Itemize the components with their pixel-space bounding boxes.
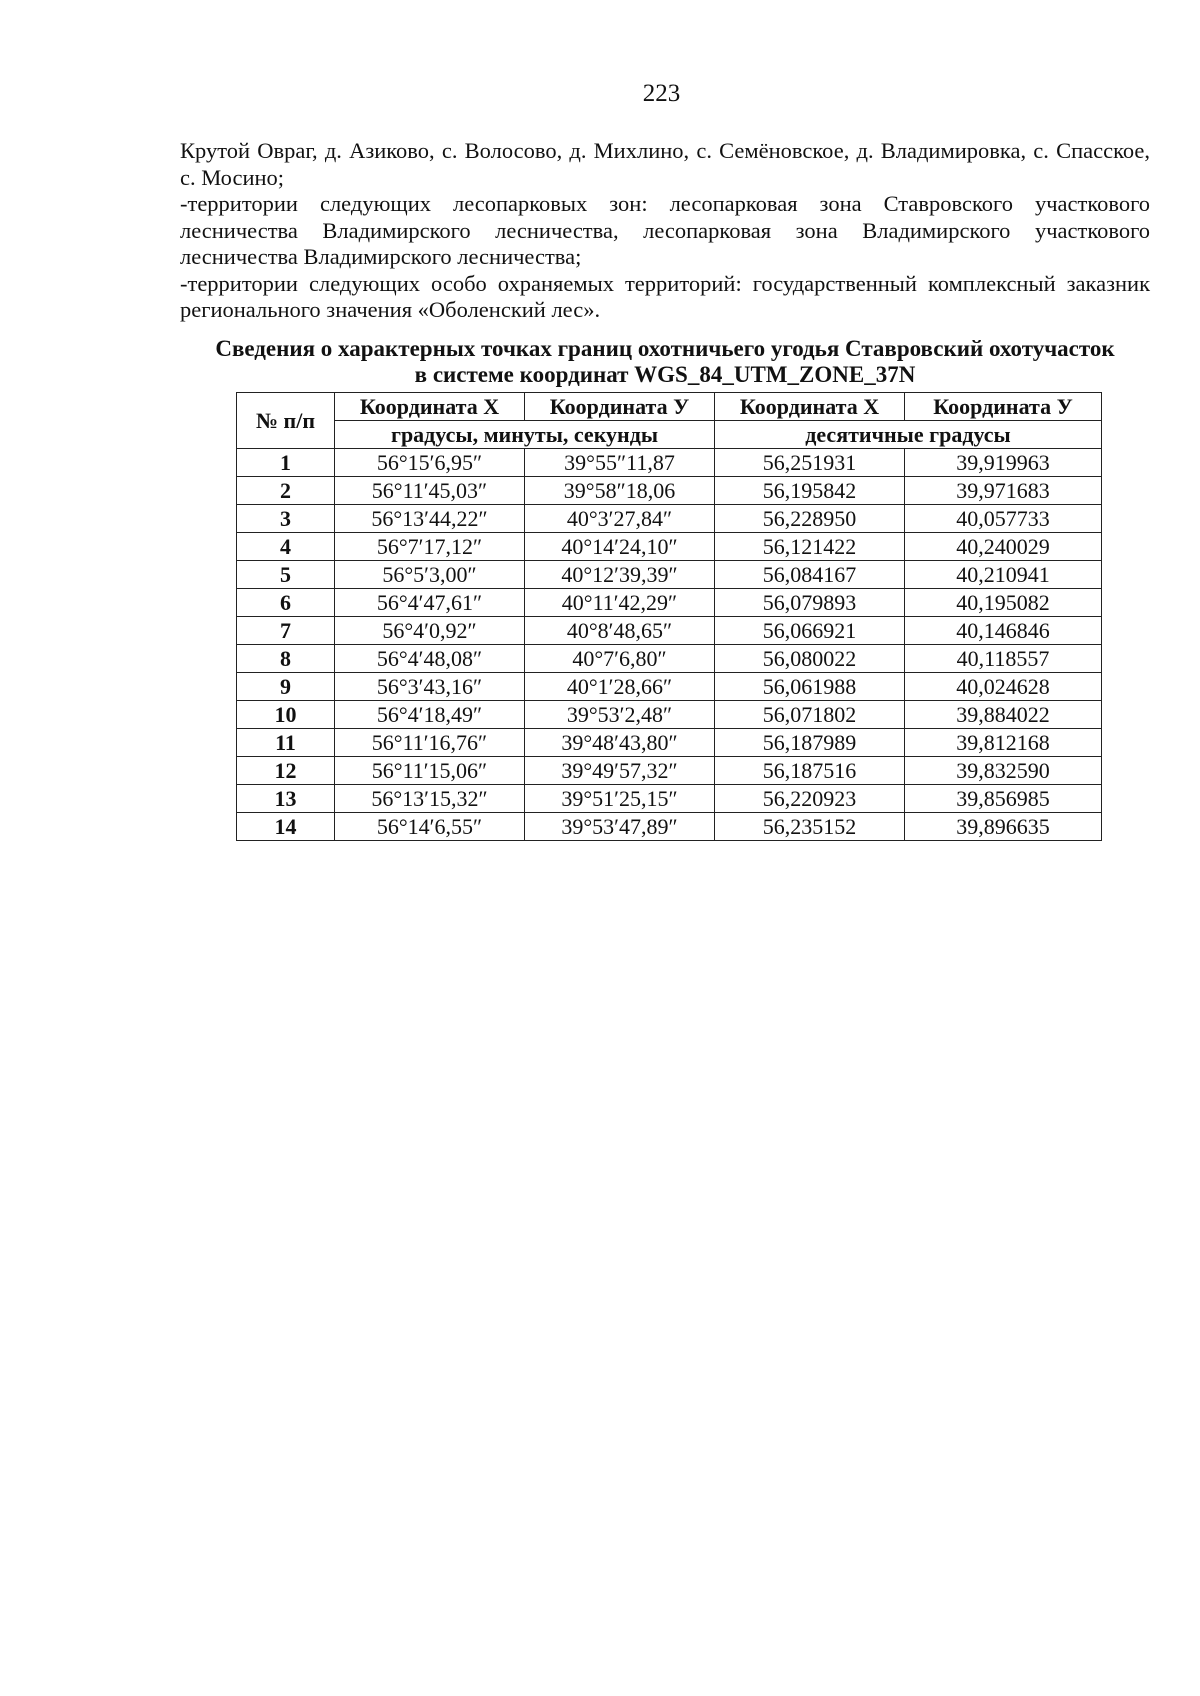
row-number: 1	[237, 449, 335, 477]
coord-x-decimal: 56,195842	[715, 477, 905, 505]
coord-y-dms: 39°53′47,89″	[525, 813, 715, 841]
table-row	[237, 589, 1102, 617]
coordinates-table	[236, 392, 1102, 841]
coord-x-decimal: 56,061988	[715, 673, 905, 701]
coord-x-dms: 56°5′3,00″	[335, 561, 525, 589]
coord-x-dms: 56°11′16,76″	[335, 729, 525, 757]
coord-y-dms: 40°12′39,39″	[525, 561, 715, 589]
coord-x-decimal: 56,121422	[715, 533, 905, 561]
coord-x-dms: 56°11′15,06″	[335, 757, 525, 785]
coord-y-dms: 39°55″11,87	[525, 449, 715, 477]
header-coord-x-decimal: Координата X	[715, 393, 905, 421]
table-row	[237, 701, 1102, 729]
row-number: 12	[237, 757, 335, 785]
coord-y-decimal: 39,971683	[905, 477, 1102, 505]
header-coord-x-dms: Координата X	[335, 393, 525, 421]
table-title-line-2: в системе координат WGS_84_UTM_ZONE_37N	[414, 362, 916, 387]
subheader-row	[237, 421, 1102, 449]
coord-y-decimal: 40,195082	[905, 589, 1102, 617]
coord-y-dms: 40°3′27,84″	[525, 505, 715, 533]
coord-y-dms: 39°49′57,32″	[525, 757, 715, 785]
coord-y-decimal: 39,896635	[905, 813, 1102, 841]
table-row	[237, 785, 1102, 813]
coord-x-decimal: 56,079893	[715, 589, 905, 617]
row-number: 4	[237, 533, 335, 561]
header-row	[237, 393, 1102, 421]
table-row	[237, 533, 1102, 561]
coord-x-dms: 56°14′6,55″	[335, 813, 525, 841]
coord-x-decimal: 56,228950	[715, 505, 905, 533]
paragraph-protected-areas: -территории следующих особо охраняемых территорий: государственный комплексный заказник регионального значения «Оболенский лес».	[180, 270, 1150, 322]
row-number: 14	[237, 813, 335, 841]
coord-y-decimal: 40,146846	[905, 617, 1102, 645]
coord-y-dms: 40°7′6,80″	[525, 645, 715, 673]
coord-y-dms: 39°53′2,48″	[525, 701, 715, 729]
coord-y-decimal: 39,856985	[905, 785, 1102, 813]
page-number: 223	[642, 80, 681, 107]
coord-y-decimal: 40,240029	[905, 533, 1102, 561]
table-row	[237, 449, 1102, 477]
header-group-dms: градусы, минуты, секунды	[335, 421, 715, 449]
coord-y-dms: 40°11′42,29″	[525, 589, 715, 617]
coord-y-dms: 39°48′43,80″	[525, 729, 715, 757]
header-coord-y-dms: Координата У	[525, 393, 715, 421]
coord-x-dms: 56°4′18,49″	[335, 701, 525, 729]
coord-x-dms: 56°7′17,12″	[335, 533, 525, 561]
coord-x-decimal: 56,235152	[715, 813, 905, 841]
table-title-line-1: Сведения о характерных точках границ охотничьего угодья Ставровский охотучасток	[215, 336, 1115, 361]
coord-x-decimal: 56,080022	[715, 645, 905, 673]
table-row	[237, 673, 1102, 701]
table-title	[170, 336, 1160, 388]
row-number: 5	[237, 561, 335, 589]
table-row	[237, 813, 1102, 841]
header-coord-y-decimal: Координата У	[905, 393, 1102, 421]
coord-y-decimal: 40,118557	[905, 645, 1102, 673]
coord-y-dms: 40°8′48,65″	[525, 617, 715, 645]
coord-x-decimal: 56,084167	[715, 561, 905, 589]
row-number: 7	[237, 617, 335, 645]
table-row	[237, 561, 1102, 589]
table-row	[237, 757, 1102, 785]
coord-y-decimal: 39,919963	[905, 449, 1102, 477]
row-number: 2	[237, 477, 335, 505]
row-number: 13	[237, 785, 335, 813]
table-row	[237, 617, 1102, 645]
coord-x-decimal: 56,187516	[715, 757, 905, 785]
coord-y-dms: 40°14′24,10″	[525, 533, 715, 561]
coord-x-dms: 56°13′44,22″	[335, 505, 525, 533]
coord-x-dms: 56°13′15,32″	[335, 785, 525, 813]
coord-x-dms: 56°4′0,92″	[335, 617, 525, 645]
coord-x-dms: 56°3′43,16″	[335, 673, 525, 701]
paragraph-villages: Крутой Овраг, д. Азиково, с. Волосово, д. Михлино, с. Семёновское, д. Владимировка, с. Спасское, с. Мосино;	[180, 138, 1150, 190]
body-text	[180, 138, 1150, 324]
coord-x-decimal: 56,187989	[715, 729, 905, 757]
coord-y-decimal: 39,832590	[905, 757, 1102, 785]
row-number: 6	[237, 589, 335, 617]
table-row	[237, 645, 1102, 673]
table-body	[237, 449, 1102, 841]
coord-y-dms: 39°58″18,06	[525, 477, 715, 505]
coord-y-decimal: 40,024628	[905, 673, 1102, 701]
paragraph-forest-park-zones: -территории следующих лесопарковых зон: лесопарковая зона Ставровского участкового лесничества Владимирского лесничества, лесопарковая зона Владимирского участкового лесничества Владимирского лесничества;	[180, 191, 1150, 269]
row-number: 3	[237, 505, 335, 533]
coord-x-decimal: 56,071802	[715, 701, 905, 729]
coord-y-dms: 40°1′28,66″	[525, 673, 715, 701]
coord-y-decimal: 39,884022	[905, 701, 1102, 729]
row-number: 10	[237, 701, 335, 729]
coord-x-dms: 56°4′47,61″	[335, 589, 525, 617]
header-group-decimal: десятичные градусы	[715, 421, 1102, 449]
coord-x-dms: 56°11′45,03″	[335, 477, 525, 505]
coord-x-dms: 56°4′48,08″	[335, 645, 525, 673]
table-row	[237, 477, 1102, 505]
coord-x-decimal: 56,220923	[715, 785, 905, 813]
coord-y-decimal: 40,057733	[905, 505, 1102, 533]
coord-x-decimal: 56,066921	[715, 617, 905, 645]
coord-x-dms: 56°15′6,95″	[335, 449, 525, 477]
row-number: 11	[237, 729, 335, 757]
header-number: № п/п	[237, 393, 335, 449]
row-number: 9	[237, 673, 335, 701]
coord-x-decimal: 56,251931	[715, 449, 905, 477]
table-row	[237, 505, 1102, 533]
row-number: 8	[237, 645, 335, 673]
coord-y-decimal: 39,812168	[905, 729, 1102, 757]
coord-y-dms: 39°51′25,15″	[525, 785, 715, 813]
table-row	[237, 729, 1102, 757]
coord-y-decimal: 40,210941	[905, 561, 1102, 589]
